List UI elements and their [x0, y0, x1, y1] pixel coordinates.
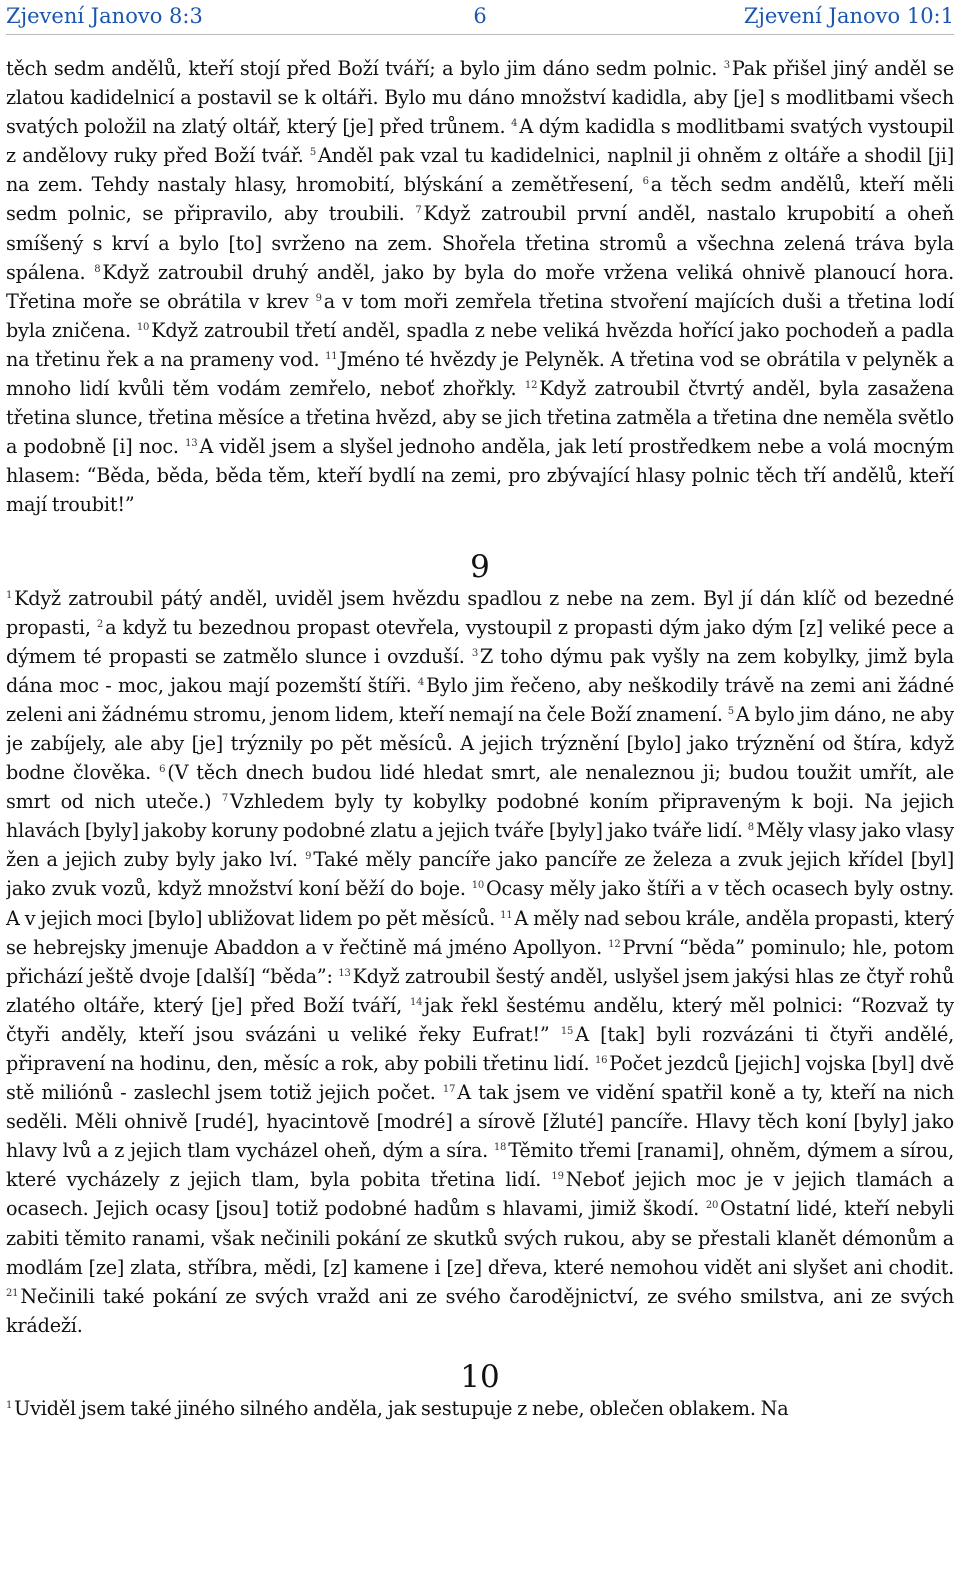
- verse-text: A tak jsem ve vidění spatřil koně a ty, kteří na nich seděli. Měli ohnivě [rudé], hyacintově [modré] a sírově [žluté] pancíře. Hlavy těch koní [byly] jako hlavy lvů a z jejich tlam vycházel oheň, dým a síra.: [6, 1081, 954, 1163]
- verse-number: 15: [560, 1025, 574, 1037]
- verse-text: Neboť jejich moc je v jejich tlamách a ocasech. Jejich ocasy [jsou] totiž podobné hadům s hlavami, jimiž škodí.: [6, 1168, 954, 1221]
- verse-text: Anděl pak vzal tu kadidelnici, naplnil ji ohněm z oltáře a shodil [ji] na zem. Tehdy nastaly hlasy, hromobití, blýskání a zemětřesení,: [6, 144, 954, 197]
- page-header: [6, 0, 954, 32]
- verse-text: Vzhledem byly ty kobylky podobné koním připraveným k boji. Na jejich hlavách [byly] jakoby koruny podobné zlatu a jejich tváře [byly] jako tváře lidí.: [6, 790, 954, 843]
- verse-text: Bylo jim řečeno, aby neškodily trávě na zemi ani žádné zeleni ani žádnému stromu, jenom lidem, kteří nemají na čele Boží znamení.: [6, 673, 954, 726]
- verse-text: a v tom moři zemřela třetina stvoření majících duši a třetina lodí byla zničena.: [6, 289, 954, 342]
- verse-text: A dým kadidla s modlitbami svatých vystoupil z andělovy ruky před Boží tvář.: [6, 115, 954, 168]
- verse-text: Když zatroubil druhý anděl, jako by byla do moře vržena veliká ohnivě planoucí hora. Třetina moře se obrátila v krev: [6, 260, 954, 313]
- verse-number: 3: [471, 647, 478, 659]
- header-divider: [6, 34, 954, 35]
- verse-number: 8: [94, 263, 101, 275]
- verse-text: jak řekl šestému andělu, který měl polnici: “Rozvaž ty čtyři anděly, kteří jsou svázáni u veliké řeky Eufrat!”: [6, 993, 954, 1046]
- verse-number: 4: [417, 676, 425, 688]
- verse-text: Měly vlasy jako vlasy žen a jejich zuby byly jako lví.: [6, 819, 954, 872]
- verse-text: Když zatroubil pátý anděl, uviděl jsem hvězdu spadlou z nebe na zem. Byl jí dán klíč od bezedné propasti,: [6, 586, 954, 639]
- verse-text: Nečinili také pokání ze svých vražd ani ze svého čarodějnictví, ze svého smilstva, ani ze svých krádeží.: [6, 1284, 954, 1337]
- chapter-10-heading: 10: [460, 1358, 500, 1395]
- verse-number: 1: [6, 1399, 13, 1411]
- verse-text: Ocasy měly jako štíři a v těch ocasech byly ostny. A v jejich moci [bylo] ubližovat lidem po pět měsíců.: [6, 877, 954, 930]
- verse-number: 5: [309, 147, 316, 159]
- verse-text: Když zatroubil čtvrtý anděl, byla zasažena třetina slunce, třetina měsíce a třetina hvězd, aby se jich třetina zatměla a třetina dne neměla světlo a podobně [i] noc.: [6, 377, 954, 459]
- verse-number: 19: [551, 1171, 564, 1183]
- verse-number: 20: [705, 1200, 719, 1212]
- verse-number: 3: [723, 60, 730, 71]
- verse-number: 21: [6, 1287, 19, 1299]
- verse-number: 6: [642, 176, 649, 188]
- verse-number: 10: [136, 321, 150, 333]
- verse-number: 10: [471, 880, 485, 892]
- verse-number: 7: [415, 205, 422, 217]
- verse-number: 1: [6, 589, 13, 601]
- verse-text: Také měly pancíře jako pancíře ze železa a zvuk jejich křídel [byl] jako zvuk vozů, když množství koní běží do boje.: [6, 848, 954, 901]
- verse-text: Jméno té hvězdy je Pelyněk. A třetina vod se obrátila v pelyněk a mnoho lidí kvůli těm vodám zemřelo, neboť zhořkly.: [6, 347, 954, 401]
- verse-text: Pak přišel jiný anděl se zlatou kadidelnicí a postavil se k oltáři. Bylo mu dáno množství kadidla, aby [je] s modlitbami všech svatých položil na zlatý oltář, který [je] před trůnem.: [6, 57, 954, 139]
- verse-number: 12: [524, 380, 538, 392]
- verse-number: 8: [747, 822, 754, 834]
- verse: [6, 1397, 788, 1420]
- page-number: 6: [473, 4, 487, 28]
- verse-number: 7: [221, 793, 229, 805]
- verse-number: 9: [315, 292, 322, 304]
- bible-page: [6, 0, 954, 1575]
- verse-text: A viděl jsem a slyšel jednoho anděla, jak letí prostředkem nebe a volá mocným hlasem: “Běda, běda, běda těm, kteří bydlí na zemi, pro zbývající hlasy polnic těch tří andělů, kteří mají troubit!”: [6, 435, 954, 517]
- verse-text: Ostatní lidé, kteří nebyli zabiti těmito ranami, však nečinili pokání ze skutků svých rukou, aby se přestali klanět démonům a modlám [ze] zlata, stříbra, mědi, [z] kamene i [ze] dřeva, které nemohou vidět ani slyšet ani chodit.: [6, 1197, 954, 1279]
- verse-text: a když tu bezednou propast otevřela, vystoupil z propasti dým jako dým [z] veliké pece a dýmem té propasti se zatmělo slunce i ovzduší.: [6, 615, 954, 668]
- chapter-10-text: [6, 1394, 954, 1423]
- header-right-reference[interactable]: Zjevení Janovo 10:1: [743, 4, 954, 28]
- verse-number: 18: [493, 1142, 507, 1154]
- verse-number: 11: [325, 350, 338, 362]
- verse-number: 13: [338, 967, 351, 979]
- verse-number: 5: [727, 705, 734, 717]
- verse-number: 9: [305, 851, 312, 863]
- verse-text: Když zatroubil třetí anděl, spadla z nebe veliká hvězda hořící jako pochodeň a padla na třetinu řek a na prameny vod.: [6, 318, 954, 371]
- verse-text: Uviděl jsem také jiného silného anděla, jak sestupuje z nebe, oblečen oblakem. Na: [14, 1396, 789, 1420]
- verse-number: 14: [409, 996, 423, 1008]
- header-left-reference[interactable]: Zjevení Janovo 8:3: [6, 4, 203, 28]
- verse-number: 17: [442, 1084, 456, 1096]
- chapter-9-heading: 9: [470, 548, 490, 585]
- verse-number: 13: [185, 438, 198, 450]
- verse-text: První “běda” pominulo; hle, potom přichází ještě dvoje [další] “běda”:: [6, 935, 954, 988]
- verse-text: A bylo jim dáno, ne aby je zabíjely, ale aby [je] trýznily po pět měsíců. A jejich trýznění [bylo] jako trýznění od štíra, když bodne člověka.: [6, 702, 954, 785]
- chapter-8-verses: [6, 57, 954, 516]
- verse-text: A [tak] byli rozvázáni ti čtyři andělé, připravení na hodinu, den, měsíc a rok, aby pobili třetinu lidí.: [6, 1022, 954, 1075]
- chapter-8-text: [6, 54, 954, 520]
- verse-number: 4: [511, 118, 518, 130]
- verse-number: 11: [500, 909, 513, 921]
- verse-text: Počet jezdců [jejich] vojska [byl] dvě stě miliónů - zaslechl jsem totiž jejich počet.: [6, 1052, 954, 1105]
- verse-text: Z toho dýmu pak vyšly na zem kobylky, jimž byla dána moc - moc, jakou mají pozemští štíři.: [6, 644, 954, 697]
- verse-text: Těmito třemi [ranami], ohněm, dýmem a sírou, které vycházely z jejich tlam, byla pobita třetina lidí.: [6, 1139, 954, 1192]
- verse-number: 2: [96, 618, 104, 630]
- verse-number: 16: [594, 1055, 608, 1066]
- verse-number: 6: [159, 764, 166, 776]
- verse: [6, 1285, 954, 1337]
- chapter-8-lead-text: těch sedm andělů, kteří stojí před Boží tváří; a bylo jim dáno sedm polnic.: [6, 57, 718, 80]
- verse-text: (V těch dnech budou lidé hledat smrt, ale nenaleznou ji; budou toužit umřít, ale smrt od nich uteče.): [6, 761, 954, 814]
- verse-text: a těch sedm andělů, kteří měli sedm polnic, se připravilo, aby troubili.: [6, 173, 954, 226]
- verse-text: Když zatroubil první anděl, nastalo krupobití a oheň smíšený s krví a bylo [to] svrženo na zem. Shořela třetina stromů a všechna zelená tráva byla spálena.: [6, 202, 954, 284]
- verse-text: Když zatroubil šestý anděl, uslyšel jsem jakýsi hlas ze čtyř rohů zlatého oltáře, který [je] před Boží tváří,: [6, 964, 954, 1017]
- verse-text: A měly nad sebou krále, anděla propasti, který se hebrejsky jmenuje Abaddon a v řečtině má jméno Apollyon.: [6, 906, 954, 959]
- verse-number: 12: [608, 938, 621, 950]
- chapter-9-text: [6, 584, 954, 1340]
